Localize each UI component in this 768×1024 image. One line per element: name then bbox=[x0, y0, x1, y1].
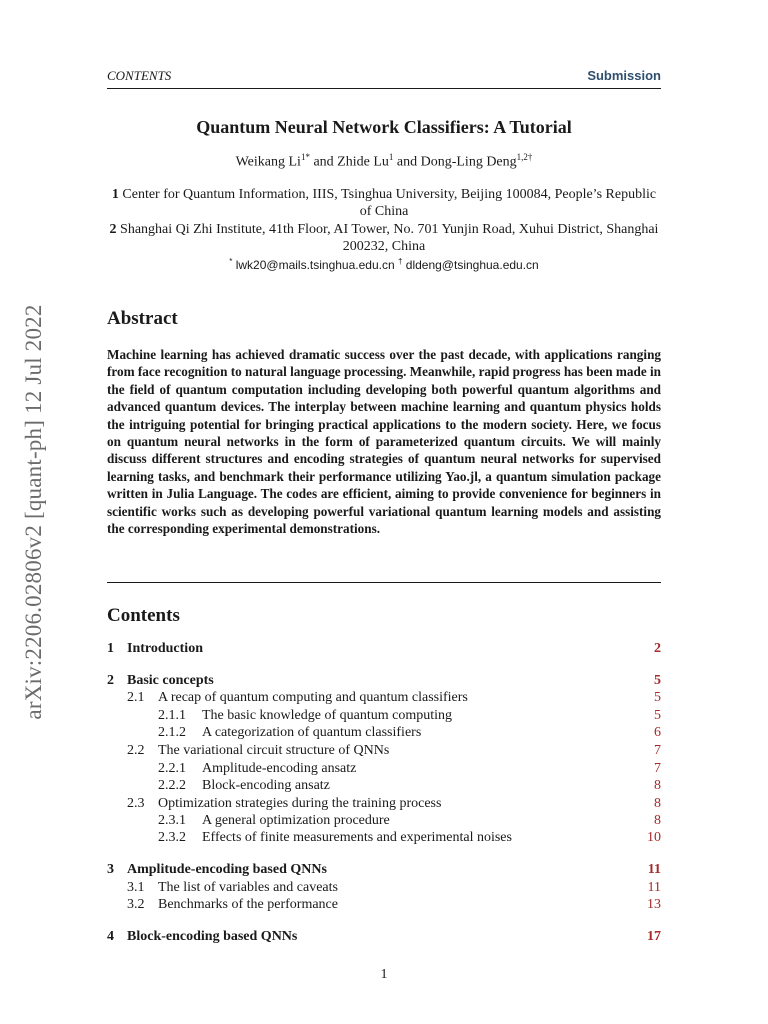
arxiv-identifier[interactable]: arXiv:2206.02806v2 [quant-ph] 12 Jul 2022 bbox=[21, 304, 46, 720]
author-affiliation-mark: 1,2† bbox=[516, 152, 533, 162]
author-list bbox=[107, 152, 661, 171]
toc-entry-page-link[interactable]: 7 bbox=[654, 743, 661, 758]
author-separator: and bbox=[309, 154, 338, 170]
toc-entry[interactable] bbox=[107, 742, 661, 759]
affiliation-text: Center for Quantum Information, IIIS, Tsinghua University, Beijing 100084, People’s Republic of China bbox=[118, 187, 657, 219]
toc-entry-title: The basic knowledge of quantum computing bbox=[202, 708, 452, 723]
toc-entry-number: 2.2 bbox=[127, 743, 145, 758]
toc-entry-number: 3 bbox=[107, 862, 114, 877]
toc-entry-page-link[interactable]: 6 bbox=[654, 725, 661, 740]
header-journal-label: Submission bbox=[587, 68, 661, 83]
email-link[interactable]: dldeng@tsinghua.edu.cn bbox=[402, 258, 539, 272]
contents-heading: Contents bbox=[107, 605, 180, 626]
toc-entry-number: 1 bbox=[107, 641, 114, 656]
toc-entry-number: 2 bbox=[107, 673, 114, 688]
toc-entry-title: The variational circuit structure of QNNs bbox=[158, 743, 390, 758]
toc-entry-title: Amplitude-encoding based QNNs bbox=[127, 862, 327, 877]
toc-entry[interactable] bbox=[107, 795, 661, 812]
toc-entry-page-link[interactable]: 13 bbox=[647, 897, 661, 912]
toc-entry-page-link[interactable]: 5 bbox=[654, 708, 661, 723]
toc-entry-title: The list of variables and caveats bbox=[158, 880, 338, 895]
toc-entry-title: A categorization of quantum classifiers bbox=[202, 725, 422, 740]
toc-entry[interactable] bbox=[107, 928, 661, 945]
author-affiliation-mark: 1 bbox=[388, 152, 394, 162]
email-mark: † bbox=[397, 257, 403, 266]
toc-entry-title: Block-encoding based QNNs bbox=[127, 929, 298, 944]
toc-entry[interactable] bbox=[107, 640, 661, 657]
toc-entry[interactable] bbox=[107, 879, 661, 896]
toc-entry[interactable] bbox=[107, 777, 661, 794]
email-link[interactable]: lwk20@mails.tsinghua.edu.cn bbox=[232, 258, 398, 272]
section-divider bbox=[107, 582, 661, 583]
toc-entry-title: Amplitude-encoding ansatz bbox=[202, 761, 357, 776]
affiliation bbox=[107, 186, 661, 220]
toc-entry-number: 4 bbox=[107, 929, 114, 944]
toc-entry[interactable] bbox=[107, 760, 661, 777]
toc-entry-title: Effects of finite measurements and experimental noises bbox=[202, 830, 512, 845]
toc-entry-title: Basic concepts bbox=[127, 673, 214, 688]
author-affiliation-mark: 1* bbox=[300, 152, 310, 162]
toc-entry-page-link[interactable]: 8 bbox=[654, 778, 661, 793]
toc-entry-page-link[interactable]: 5 bbox=[654, 673, 661, 688]
toc-entry-title: Block-encoding ansatz bbox=[202, 778, 330, 793]
toc-entry[interactable] bbox=[107, 896, 661, 913]
toc-entry-number: 2.1.1 bbox=[158, 708, 186, 723]
running-header bbox=[107, 68, 661, 89]
toc-entry-number: 2.3.1 bbox=[158, 813, 186, 828]
toc-entry-page-link[interactable]: 10 bbox=[647, 830, 661, 845]
author-name: Zhide Lu bbox=[337, 154, 389, 170]
toc-entry[interactable] bbox=[107, 829, 661, 846]
contact-emails bbox=[107, 257, 661, 272]
affiliation-number: 2 bbox=[109, 222, 117, 237]
toc-entry-page-link[interactable]: 5 bbox=[654, 690, 661, 705]
toc-entry-page-link[interactable]: 17 bbox=[647, 929, 661, 944]
toc-entry-title: A general optimization procedure bbox=[202, 813, 390, 828]
affiliation-text: Shanghai Qi Zhi Institute, 41th Floor, AI Tower, No. 701 Yunjin Road, Xuhui District, Shanghai 200232, China bbox=[116, 222, 659, 254]
toc-entry-title: Benchmarks of the performance bbox=[158, 897, 338, 912]
toc-entry[interactable] bbox=[107, 672, 661, 689]
affiliation bbox=[107, 221, 661, 255]
toc-entry-page-link[interactable]: 7 bbox=[654, 761, 661, 776]
toc-entry-page-link[interactable]: 8 bbox=[654, 796, 661, 811]
paper-title: Quantum Neural Network Classifiers: A Tutorial bbox=[196, 117, 572, 137]
toc-entry-number: 3.1 bbox=[127, 880, 145, 895]
toc-entry-page-link[interactable]: 8 bbox=[654, 813, 661, 828]
abstract-text: Machine learning has achieved dramatic success over the past decade, with applications ranging from face recognition to natural language processing. Meanwhile, rapid progress has been made in the field of quantum computation including developing both powerful quantum algorithms and advanced quantum devices. The interplay between machine learning and quantum physics holds the intriguing potential for bringing practical applications to the modern society. Here, we focus on quantum neural networks in the form of parameterized quantum circuits. We will mainly discuss different structures and encoding strategies of quantum neural networks for supervised learning tasks, and benchmark their performance utilizing Yao.jl, a quantum simulation package written in Julia Language. The codes are efficient, aiming to provide convenience for beginners in scientific works such as developing powerful variational quantum learning models and assisting the corresponding experimental demonstrations. bbox=[107, 347, 661, 537]
abstract-heading: Abstract bbox=[107, 308, 178, 329]
author-separator: and bbox=[393, 154, 421, 170]
toc-entry-number: 2.1 bbox=[127, 690, 145, 705]
toc-entry[interactable] bbox=[107, 861, 661, 878]
toc-entry-title: Optimization strategies during the training process bbox=[158, 796, 442, 811]
toc-entry-number: 3.2 bbox=[127, 897, 145, 912]
toc-entry-page-link[interactable]: 2 bbox=[654, 641, 661, 656]
author-name: Dong-Ling Deng bbox=[420, 154, 517, 170]
toc-entry[interactable] bbox=[107, 689, 661, 706]
toc-entry[interactable] bbox=[107, 724, 661, 741]
toc-entry-number: 2.2.2 bbox=[158, 778, 186, 793]
affiliation-number: 1 bbox=[111, 187, 119, 202]
toc-entry[interactable] bbox=[107, 707, 661, 724]
toc-entry-page-link[interactable]: 11 bbox=[647, 862, 661, 877]
toc-entry-number: 2.1.2 bbox=[158, 725, 186, 740]
toc-entry-number: 2.2.1 bbox=[158, 761, 186, 776]
toc-entry-title: Introduction bbox=[127, 641, 203, 656]
toc-entry-title: A recap of quantum computing and quantum classifiers bbox=[158, 690, 468, 705]
email-mark: * bbox=[229, 257, 233, 266]
toc-entry-number: 2.3.2 bbox=[158, 830, 186, 845]
toc-entry-page-link[interactable]: 11 bbox=[647, 880, 661, 895]
page-number: 1 bbox=[380, 967, 388, 982]
toc-entry[interactable] bbox=[107, 812, 661, 829]
toc-entry-number: 2.3 bbox=[127, 796, 145, 811]
author-name: Weikang Li bbox=[235, 154, 301, 170]
header-section-label: CONTENTS bbox=[107, 68, 172, 83]
